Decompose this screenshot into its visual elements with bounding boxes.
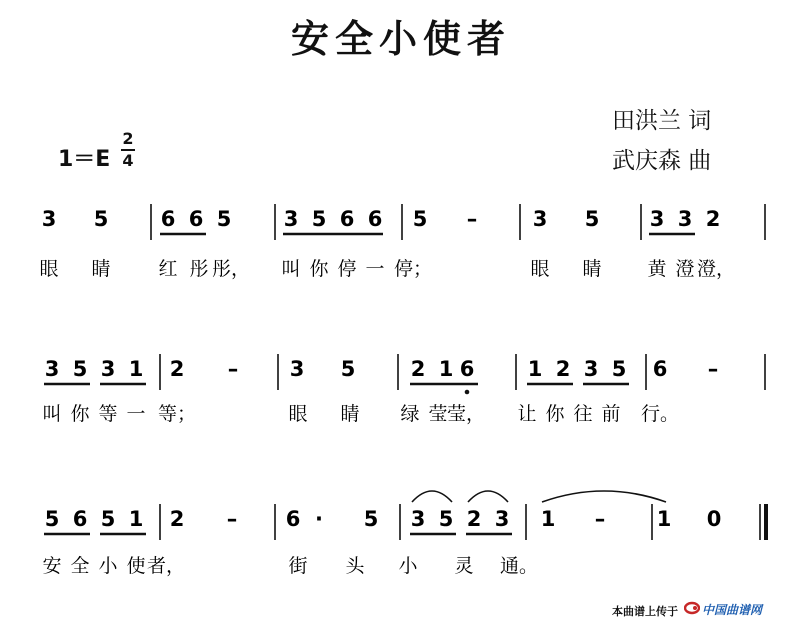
note: 1	[128, 357, 144, 381]
lyric: 停	[337, 258, 357, 280]
lyric: 你	[545, 403, 565, 425]
note: –	[226, 507, 238, 531]
octave-dot	[465, 390, 470, 395]
lyric: 通。	[499, 555, 539, 577]
note: 2	[169, 507, 185, 531]
note: –	[594, 507, 606, 531]
note: 3	[41, 207, 57, 231]
lyric: 一	[365, 258, 385, 280]
note: 3	[283, 207, 299, 231]
note: 6	[72, 507, 88, 531]
lyric: 澄，	[696, 258, 736, 280]
note: 3	[649, 207, 665, 231]
lyric: 使	[126, 555, 146, 577]
lyricist-credit: 田洪兰 词	[612, 108, 712, 134]
lyric: 睛	[340, 403, 360, 425]
note: 0	[706, 507, 722, 531]
lyric: 往	[573, 403, 593, 425]
lyric: 小	[398, 555, 418, 577]
lyric: 澄	[675, 258, 695, 280]
key-signature: 1＝E	[58, 147, 111, 172]
note: 5	[44, 507, 60, 531]
lyric: 眼	[288, 403, 308, 425]
lyric: 前	[601, 403, 621, 425]
note: 3	[677, 207, 693, 231]
lyric: 一	[126, 403, 146, 425]
note: 6	[652, 357, 668, 381]
note: 3	[44, 357, 60, 381]
lyric: 小	[98, 555, 118, 577]
note: 3	[583, 357, 599, 381]
note: 3	[494, 507, 510, 531]
note: –	[707, 357, 719, 381]
lyric: 莹	[428, 403, 448, 425]
lyric: 让	[517, 403, 537, 425]
lyric: 街	[288, 555, 308, 577]
note: 5	[311, 207, 327, 231]
note: 1	[438, 357, 454, 381]
note: 2	[466, 507, 482, 531]
note: 3	[289, 357, 305, 381]
slur	[468, 491, 508, 502]
lyric: 红	[158, 258, 178, 280]
note: –	[466, 207, 478, 231]
time-signature-bottom: 4	[122, 151, 134, 170]
lyric: 眼	[39, 258, 59, 280]
note: 1	[527, 357, 543, 381]
lyric: 行。	[640, 403, 680, 425]
note: 5	[584, 207, 600, 231]
note: 1	[128, 507, 144, 531]
lyric: 你	[309, 258, 329, 280]
slur	[412, 491, 452, 502]
note: 5	[72, 357, 88, 381]
lyric: 叫	[42, 403, 62, 425]
note: 5	[412, 207, 428, 231]
note: 3	[100, 357, 116, 381]
lyric: 停；	[393, 258, 433, 280]
time-signature-top: 2	[122, 129, 134, 148]
note: 5	[438, 507, 454, 531]
note: 5	[216, 207, 232, 231]
footer-logo: 中国曲谱网	[702, 603, 763, 617]
lyric: 你	[70, 403, 90, 425]
note: 5	[340, 357, 356, 381]
lyric: 莹，	[446, 403, 486, 425]
lyric: 头	[345, 555, 365, 577]
note: 1	[540, 507, 556, 531]
lyric: 睛	[582, 258, 602, 280]
note: 6	[188, 207, 204, 231]
lyric: 眼	[530, 258, 550, 280]
footer-upload-text: 本曲谱上传于	[612, 605, 678, 618]
note: 2	[555, 357, 571, 381]
note: 5	[93, 207, 109, 231]
note: 2	[410, 357, 426, 381]
note: 3	[410, 507, 426, 531]
lyric: 叫	[281, 258, 301, 280]
lyric: 黄	[647, 258, 667, 280]
note: 6	[160, 207, 176, 231]
note: 5	[100, 507, 116, 531]
note: 6	[285, 507, 301, 531]
lyric: 者，	[146, 555, 186, 577]
note: 1	[656, 507, 672, 531]
note: 5	[611, 357, 627, 381]
lyric: 彤	[189, 258, 209, 280]
page-title: 安全小使者	[290, 16, 511, 61]
lyric: 等	[98, 403, 118, 425]
composer-credit: 武庆森 曲	[612, 148, 712, 174]
note: 2	[705, 207, 721, 231]
note: –	[227, 357, 239, 381]
note: 5	[363, 507, 379, 531]
note: ·	[315, 507, 323, 531]
note: 6	[367, 207, 383, 231]
slur	[542, 491, 666, 502]
note: 2	[169, 357, 185, 381]
lyric: 等；	[157, 403, 197, 425]
lyric: 全	[70, 555, 90, 577]
note: 3	[532, 207, 548, 231]
lyric: 彤，	[211, 258, 251, 280]
lyric: 睛	[91, 258, 111, 280]
lyric: 安	[42, 555, 62, 577]
lyric: 绿	[400, 403, 420, 425]
lyric: 灵	[454, 555, 474, 577]
note: 6	[339, 207, 355, 231]
logo-mark-icon	[684, 600, 700, 614]
note: 6	[459, 357, 475, 381]
